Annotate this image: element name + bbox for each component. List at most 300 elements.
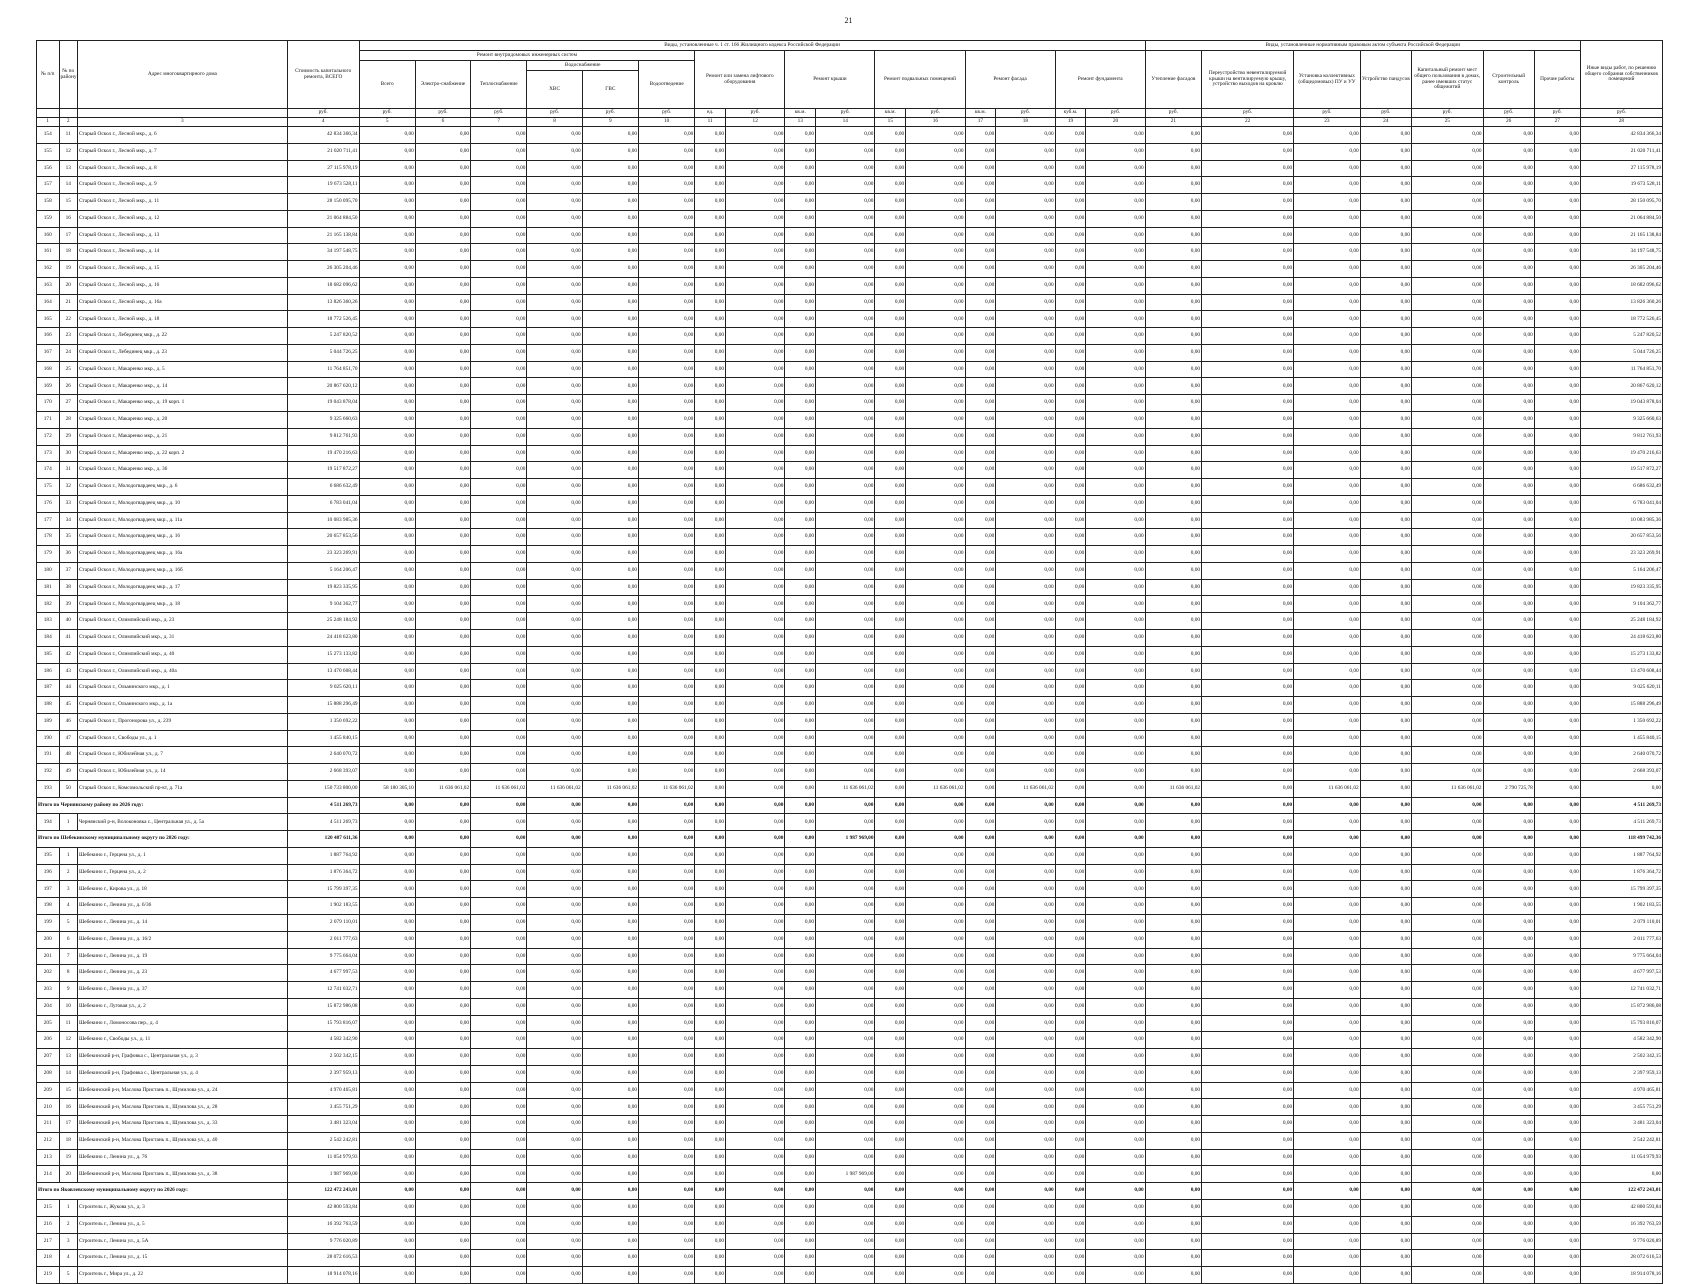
row-value: 0,00: [726, 730, 785, 747]
row-value: 0,00: [471, 1082, 527, 1099]
row-value: 0,00: [1483, 814, 1534, 831]
row-value: 0,00: [471, 328, 527, 345]
row-value: 0,00: [471, 143, 527, 160]
row-value: 0,00: [1202, 1099, 1294, 1116]
row-value: 0,00: [639, 579, 695, 596]
row-value: 0,00: [1411, 1116, 1483, 1133]
row-value: 0,00: [1145, 1200, 1201, 1217]
row-address: Шебекино г., Кирова ул., д. 18: [77, 881, 287, 898]
header-meters: Установка коллективных (общедомовых) ПУ и УУ: [1294, 51, 1361, 109]
row-value: 0,00: [527, 1116, 582, 1133]
row-cost: 2 640 070,72: [287, 747, 359, 764]
row-value: 0,00: [527, 1032, 582, 1049]
row-value: 0,00: [1294, 143, 1361, 160]
row-value: 0,00: [1534, 898, 1580, 915]
column-number-cell: 3: [77, 118, 287, 127]
row-value: 0,00: [1055, 428, 1086, 445]
column-number-cell: 25: [1411, 118, 1483, 127]
row-value: 0,00: [875, 479, 906, 496]
row-value: 0,00: [875, 244, 906, 261]
row-value: 0,00: [359, 1149, 415, 1166]
row-value: 0,00: [1534, 1032, 1580, 1049]
row-value: 0,00: [527, 1166, 582, 1183]
row-value: 0,00: [1534, 194, 1580, 211]
row-other-types: 1 455 840,15: [1580, 730, 1662, 747]
row-value: 0,00: [996, 797, 1055, 814]
row-value: 0,00: [965, 914, 996, 931]
row-value: 0,00: [906, 546, 965, 563]
row-value: 0,00: [785, 1216, 816, 1233]
row-value: 0,00: [1145, 328, 1201, 345]
row-other-types: 19 823 335,95: [1580, 579, 1662, 596]
row-cost: 18 682 096,62: [287, 277, 359, 294]
row-value: 0,00: [582, 512, 638, 529]
row-value: 0,00: [1411, 914, 1483, 931]
row-value: 0,00: [471, 344, 527, 361]
row-other-types: 25 248 184,92: [1580, 613, 1662, 630]
row-value: 0,00: [359, 1250, 415, 1267]
row-value: 0,00: [639, 1233, 695, 1250]
row-value: 0,00: [1055, 261, 1086, 278]
row-value: 0,00: [415, 831, 470, 848]
row-value: 0,00: [906, 697, 965, 714]
row-value: 0,00: [906, 1065, 965, 1082]
row-value: 0,00: [1360, 1233, 1411, 1250]
row-address: Старый Оскол г., Лебединец мкр., д. 23: [77, 344, 287, 361]
header-facade: Ремонт фасада: [965, 51, 1055, 109]
row-number: 184: [37, 629, 60, 646]
row-value: 0,00: [527, 1015, 582, 1032]
row-value: 0,00: [1145, 1132, 1201, 1149]
row-value: 0,00: [415, 914, 470, 931]
row-value: 0,00: [965, 982, 996, 999]
row-value: 0,00: [359, 1267, 415, 1284]
row-address: Шебекинский р-н, Маслова Пристань п., Шумилова ул., д. 28: [77, 1099, 287, 1116]
row-value: 0,00: [1483, 931, 1534, 948]
row-number: 188: [37, 697, 60, 714]
row-value: 0,00: [1202, 764, 1294, 781]
row-value: 0,00: [527, 730, 582, 747]
row-value: 0,00: [996, 210, 1055, 227]
row-value: 0,00: [527, 613, 582, 630]
row-value: 0,00: [695, 1099, 726, 1116]
row-value: 0,00: [1483, 646, 1534, 663]
row-value: 0,00: [996, 177, 1055, 194]
row-value: 0,00: [582, 344, 638, 361]
table-row: [37, 814, 1663, 831]
row-value: 0,00: [1086, 1132, 1145, 1149]
table-row: [37, 1132, 1663, 1149]
row-value: 0,00: [415, 697, 470, 714]
row-value: 0,00: [785, 1200, 816, 1217]
row-value: 0,00: [1534, 1233, 1580, 1250]
row-value: 0,00: [965, 814, 996, 831]
row-value: 0,00: [1534, 814, 1580, 831]
row-value: 0,00: [527, 328, 582, 345]
row-value: 0,00: [639, 495, 695, 512]
column-number-cell: 11: [695, 118, 726, 127]
row-value: 0,00: [1483, 680, 1534, 697]
row-value: 0,00: [695, 965, 726, 982]
table-row: [37, 931, 1663, 948]
row-value: 0,00: [582, 1166, 638, 1183]
row-value: 0,00: [1086, 328, 1145, 345]
row-value: 0,00: [639, 160, 695, 177]
row-value: 0,00: [695, 1200, 726, 1217]
row-other-types: 4 511 269,73: [1580, 814, 1662, 831]
row-value: 0,00: [965, 931, 996, 948]
column-number-cell: 7: [471, 118, 527, 127]
row-value: 0,00: [785, 1132, 816, 1149]
row-value: 0,00: [1202, 328, 1294, 345]
row-value: 0,00: [415, 412, 470, 429]
row-value: 0,00: [906, 831, 965, 848]
row-value: 0,00: [875, 378, 906, 395]
row-value: 0,00: [582, 1267, 638, 1284]
row-value: 0,00: [639, 1183, 695, 1200]
row-value: 0,00: [1534, 596, 1580, 613]
row-number: 159: [37, 210, 60, 227]
row-other-types: 24 418 623,80: [1580, 629, 1662, 646]
row-value: 0,00: [965, 261, 996, 278]
row-value: 0,00: [1411, 244, 1483, 261]
row-value: 0,00: [996, 529, 1055, 546]
row-other-types: 122 472 243,01: [1580, 1183, 1662, 1200]
row-district-number: 39: [59, 596, 77, 613]
row-value: 0,00: [906, 177, 965, 194]
row-value: 0,00: [996, 613, 1055, 630]
row-value: 0,00: [527, 160, 582, 177]
row-value: 0,00: [1086, 1233, 1145, 1250]
row-district-number: 5: [59, 1267, 77, 1284]
row-value: 0,00: [965, 361, 996, 378]
row-value: 0,00: [582, 1065, 638, 1082]
row-value: 0,00: [471, 864, 527, 881]
header-construction-control: Строительный контроль: [1483, 51, 1534, 109]
row-address: Строитель г., Ленина ул., д. 15: [77, 1250, 287, 1267]
row-value: 0,00: [816, 546, 875, 563]
row-cost: 18 772 526,45: [287, 311, 359, 328]
row-value: 0,00: [471, 998, 527, 1015]
row-value: 0,00: [471, 277, 527, 294]
row-value: 0,00: [1360, 344, 1411, 361]
row-value: 0,00: [359, 227, 415, 244]
row-value: 0,00: [1294, 914, 1361, 931]
row-value: 0,00: [1086, 378, 1145, 395]
row-value: 0,00: [785, 1116, 816, 1133]
header-electric: Электро-снабжение: [415, 61, 470, 109]
row-value: 0,00: [816, 227, 875, 244]
row-value: 0,00: [906, 898, 965, 915]
row-value: 0,00: [1294, 747, 1361, 764]
row-district-number: 22: [59, 311, 77, 328]
row-value: 0,00: [1055, 177, 1086, 194]
row-value: 0,00: [695, 428, 726, 445]
column-number-cell: 17: [965, 118, 996, 127]
row-value: 0,00: [1534, 1216, 1580, 1233]
row-value: 0,00: [1360, 244, 1411, 261]
row-value: 0,00: [1534, 1200, 1580, 1217]
row-value: 0,00: [359, 898, 415, 915]
row-value: 0,00: [1145, 160, 1201, 177]
row-value: 0,00: [965, 965, 996, 982]
row-value: 0,00: [996, 1149, 1055, 1166]
row-value: 0,00: [1534, 261, 1580, 278]
row-value: 0,00: [1483, 361, 1534, 378]
row-address: Шебекинский р-н, Маслова Пристань п., Шумилова ул., д. 40: [77, 1132, 287, 1149]
row-value: 0,00: [1145, 982, 1201, 999]
row-value: 0,00: [785, 127, 816, 144]
row-value: 0,00: [875, 143, 906, 160]
row-number: 192: [37, 764, 60, 781]
column-number-cell: 15: [875, 118, 906, 127]
table-row: [37, 680, 1663, 697]
row-value: 0,00: [785, 344, 816, 361]
row-other-types: 5 164 206,47: [1580, 562, 1662, 579]
row-value: 0,00: [785, 747, 816, 764]
row-value: 0,00: [1086, 663, 1145, 680]
row-value: 0,00: [1534, 277, 1580, 294]
table-row: [37, 613, 1663, 630]
row-value: 0,00: [527, 261, 582, 278]
row-value: 0,00: [1055, 1250, 1086, 1267]
row-value: 0,00: [816, 1116, 875, 1133]
row-value: 0,00: [1534, 1099, 1580, 1116]
row-value: 0,00: [1360, 194, 1411, 211]
row-value: 0,00: [1534, 697, 1580, 714]
row-value: 0,00: [906, 1233, 965, 1250]
row-value: 0,00: [1483, 982, 1534, 999]
row-value: 0,00: [816, 445, 875, 462]
row-value: 0,00: [527, 814, 582, 831]
row-number: 164: [37, 294, 60, 311]
table-row: [37, 328, 1663, 345]
row-value: 0,00: [875, 831, 906, 848]
row-value: 0,00: [965, 680, 996, 697]
row-value: 0,00: [582, 1149, 638, 1166]
row-cost: 6 783 041,04: [287, 495, 359, 512]
row-value: 0,00: [1534, 1166, 1580, 1183]
row-value: 0,00: [471, 562, 527, 579]
row-value: 0,00: [1202, 579, 1294, 596]
row-value: 0,00: [875, 194, 906, 211]
row-value: 0,00: [471, 747, 527, 764]
row-value: 0,00: [1534, 244, 1580, 261]
row-value: 0,00: [1294, 1166, 1361, 1183]
row-value: 0,00: [582, 814, 638, 831]
row-cost: 15 793 816,07: [287, 1015, 359, 1032]
row-value: 0,00: [1483, 462, 1534, 479]
column-number-cell: 27: [1534, 118, 1580, 127]
row-value: 0,00: [816, 160, 875, 177]
row-value: 0,00: [415, 663, 470, 680]
row-district-number: 24: [59, 344, 77, 361]
row-number: 169: [37, 378, 60, 395]
row-value: 0,00: [527, 479, 582, 496]
header-other-types: Иные виды работ, по решению общего собрания собственников помещений: [1580, 41, 1662, 109]
header-ramps: Устройство пандусов: [1360, 51, 1411, 109]
row-value: 0,00: [816, 127, 875, 144]
row-value: 0,00: [906, 998, 965, 1015]
row-value: 0,00: [996, 546, 1055, 563]
row-value: 0,00: [1483, 143, 1534, 160]
row-value: 0,00: [471, 495, 527, 512]
unit-cell: руб.: [471, 109, 527, 118]
row-value: 0,00: [1086, 244, 1145, 261]
row-value: 0,00: [639, 948, 695, 965]
row-cost: 21 064 884,50: [287, 210, 359, 227]
row-value: 0,00: [471, 1233, 527, 1250]
row-value: 0,00: [816, 412, 875, 429]
row-district-number: 37: [59, 562, 77, 579]
row-value: 0,00: [1411, 1132, 1483, 1149]
row-value: 0,00: [1360, 395, 1411, 412]
row-number: 206: [37, 1032, 60, 1049]
row-value: 0,00: [726, 1250, 785, 1267]
unit-cell: кв.м.: [785, 109, 816, 118]
row-value: 0,00: [1055, 613, 1086, 630]
row-other-types: 15 793 816,07: [1580, 1015, 1662, 1032]
row-value: 0,00: [527, 982, 582, 999]
row-value: 0,00: [875, 445, 906, 462]
row-value: 0,00: [471, 1032, 527, 1049]
row-value: 0,00: [1086, 713, 1145, 730]
row-value: 0,00: [1411, 495, 1483, 512]
row-value: 0,00: [1145, 445, 1201, 462]
row-other-types: 2 011 777,63: [1580, 931, 1662, 948]
row-value: 0,00: [726, 914, 785, 931]
row-cost: 9 776 020,89: [287, 1233, 359, 1250]
row-value: 0,00: [639, 847, 695, 864]
row-number: 168: [37, 361, 60, 378]
row-value: 0,00: [965, 127, 996, 144]
row-value: 0,00: [1360, 613, 1411, 630]
row-value: 0,00: [1483, 227, 1534, 244]
row-value: 0,00: [1055, 479, 1086, 496]
row-value: 0,00: [527, 579, 582, 596]
row-value: 0,00: [726, 294, 785, 311]
row-cost: 2 397 959,13: [287, 1065, 359, 1082]
row-value: 0,00: [639, 261, 695, 278]
row-value: 0,00: [359, 1032, 415, 1049]
table-row: [37, 1166, 1663, 1183]
row-address: Старый Оскол г., Олимпийский мкр., д. 40: [77, 646, 287, 663]
row-value: 0,00: [1055, 277, 1086, 294]
row-value: 0,00: [415, 680, 470, 697]
row-value: 0,00: [1360, 1200, 1411, 1217]
header-heating: Теплоснабжение: [471, 61, 527, 109]
row-number: 196: [37, 864, 60, 881]
row-cost: 21 020 711,41: [287, 143, 359, 160]
row-value: 0,00: [1483, 663, 1534, 680]
row-value: 0,00: [816, 395, 875, 412]
row-district-number: 44: [59, 680, 77, 697]
row-address: Шебекино г., Ленина ул., д. 19: [77, 948, 287, 965]
row-value: 0,00: [359, 948, 415, 965]
row-value: 0,00: [996, 194, 1055, 211]
row-value: 0,00: [1411, 613, 1483, 630]
row-value: 0,00: [965, 344, 996, 361]
row-value: 0,00: [1202, 998, 1294, 1015]
row-value: 0,00: [965, 1049, 996, 1066]
row-value: 0,00: [1055, 982, 1086, 999]
row-value: 0,00: [785, 814, 816, 831]
row-value: 0,00: [1294, 344, 1361, 361]
row-cost: 23 323 269,91: [287, 546, 359, 563]
row-value: 0,00: [1294, 194, 1361, 211]
row-value: 0,00: [965, 663, 996, 680]
row-value: 0,00: [1055, 462, 1086, 479]
row-value: 0,00: [359, 713, 415, 730]
row-value: 0,00: [726, 629, 785, 646]
row-value: 0,00: [695, 546, 726, 563]
row-value: 0,00: [695, 814, 726, 831]
row-value: 0,00: [875, 596, 906, 613]
row-district-number: 49: [59, 764, 77, 781]
row-address: Старый Оскол г., Лесной мкр., д. 8: [77, 160, 287, 177]
row-district-number: 4: [59, 898, 77, 915]
table-row: [37, 579, 1663, 596]
row-value: 0,00: [582, 663, 638, 680]
row-value: 0,00: [639, 1250, 695, 1267]
row-value: 0,00: [582, 998, 638, 1015]
row-value: 0,00: [415, 1032, 470, 1049]
row-value: 0,00: [695, 697, 726, 714]
row-value: 0,00: [582, 1099, 638, 1116]
row-value: 0,00: [415, 227, 470, 244]
row-value: 0,00: [726, 713, 785, 730]
row-value: 0,00: [471, 1049, 527, 1066]
row-value: 0,00: [415, 629, 470, 646]
table-row: [37, 1200, 1663, 1217]
row-value: 0,00: [1202, 596, 1294, 613]
row-value: 0,00: [996, 713, 1055, 730]
row-value: 0,00: [582, 412, 638, 429]
row-value: 0,00: [1294, 412, 1361, 429]
row-value: 0,00: [1411, 847, 1483, 864]
row-value: 0,00: [785, 831, 816, 848]
row-value: 0,00: [906, 982, 965, 999]
row-address: Шебекино г., Свободы ул., д. 11: [77, 1032, 287, 1049]
header-hot-water: ГВС: [582, 71, 638, 109]
row-value: 0,00: [1294, 613, 1361, 630]
row-value: 0,00: [415, 1166, 470, 1183]
row-value: 0,00: [726, 1132, 785, 1149]
unit-cell: руб.: [1360, 109, 1411, 118]
table-row: [37, 445, 1663, 462]
row-value: 0,00: [359, 831, 415, 848]
row-value: 0,00: [1534, 629, 1580, 646]
row-value: 0,00: [1055, 244, 1086, 261]
row-other-types: 21 064 884,50: [1580, 210, 1662, 227]
row-value: 0,00: [1294, 395, 1361, 412]
row-value: 0,00: [726, 344, 785, 361]
row-value: 0,00: [1534, 797, 1580, 814]
row-address: Старый Оскол г., Лесной мкр., д. 18: [77, 311, 287, 328]
row-value: 0,00: [527, 797, 582, 814]
row-value: 0,00: [785, 847, 816, 864]
row-district-number: 14: [59, 177, 77, 194]
row-other-types: 9 776 020,89: [1580, 1233, 1662, 1250]
row-value: 0,00: [726, 1149, 785, 1166]
row-other-types: 6 783 041,04: [1580, 495, 1662, 512]
row-value: 0,00: [996, 730, 1055, 747]
row-value: 0,00: [582, 546, 638, 563]
row-value: 0,00: [965, 1267, 996, 1284]
row-value: 0,00: [906, 277, 965, 294]
row-value: 0,00: [582, 462, 638, 479]
row-value: 0,00: [996, 1132, 1055, 1149]
